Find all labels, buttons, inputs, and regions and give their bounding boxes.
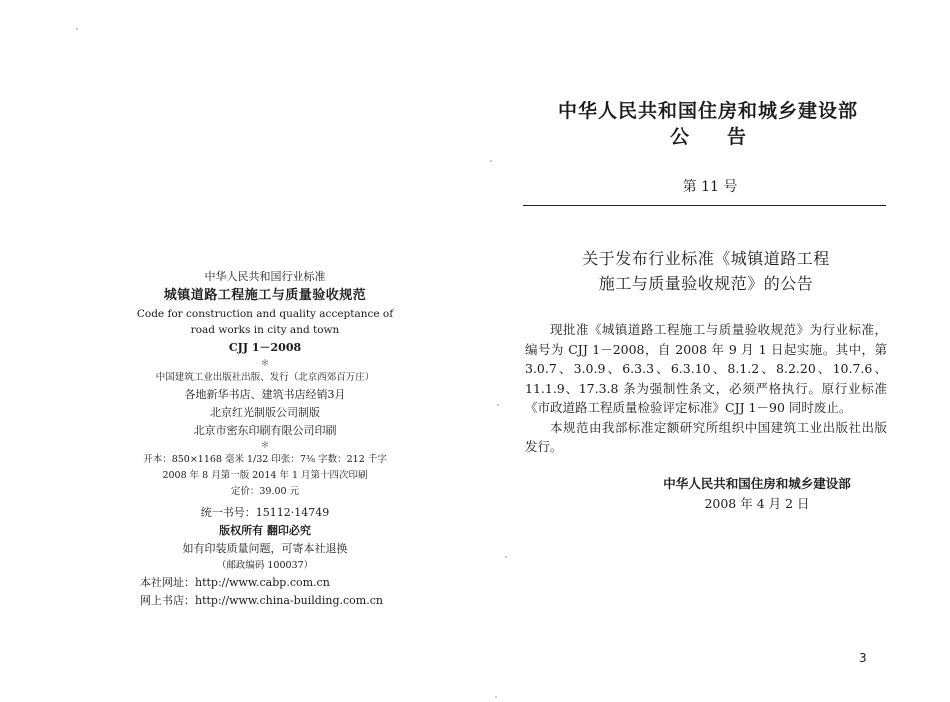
price-line: 定价：39.00 元 xyxy=(230,486,300,497)
typesetter-line: 北京红光制版公司制版 xyxy=(210,406,320,419)
isbn-line: 统一书号：15112·14749 xyxy=(200,506,330,519)
online-bookstore: 网上书店：http://www.china-building.com.cn xyxy=(140,594,383,607)
book-title-cn: 城镇道路工程施工与质量验收规范 xyxy=(163,288,367,303)
signature-organization: 中华人民共和国住房和城乡建设部 xyxy=(663,476,851,491)
standard-type: 中华人民共和国行业标准 xyxy=(204,270,326,283)
announcement-body xyxy=(525,320,887,457)
ministry-heading: 中华人民共和国住房和城乡建设部 xyxy=(558,100,859,122)
notice-number: 第 11 号 xyxy=(682,179,738,195)
signature-block xyxy=(652,474,862,514)
horizontal-rule xyxy=(523,205,886,206)
scan-speck xyxy=(490,160,492,162)
return-note: 如有印装质量问题，可寄本社退换 xyxy=(182,542,348,555)
notice-char-2: 告 xyxy=(727,126,747,148)
body-paragraph-2: 本规范由我部标准定额研究所组织中国建筑工业出版社出版发行。 xyxy=(525,419,887,454)
book-specs: 开本：850×1168 毫米 1/32 印张：7⅜ 字数：212 千字 xyxy=(143,454,387,465)
edition-info: 2008 年 8 月第一版 2014 年 1 月第十四次印刷 xyxy=(162,470,368,481)
book-title-en-line2: road works in city and town xyxy=(190,324,340,336)
signature-date: 2008 年 4 月 2 日 xyxy=(704,496,810,511)
distributor-line: 各地新华书店、建筑书店经销3月 xyxy=(184,388,346,401)
page-number: 3 xyxy=(859,651,867,665)
publisher-line: 中国建筑工业出版社出版、发行（北京西郊百万庄） xyxy=(155,372,375,383)
notice-char-1: 公 xyxy=(669,126,689,148)
scan-speck xyxy=(495,696,497,698)
scan-speck xyxy=(497,404,499,406)
notice-heading xyxy=(628,122,788,149)
separator-star: ＊ xyxy=(260,359,270,369)
announcement-title xyxy=(520,246,892,296)
copyright-notice: 版权所有 翻印必究 xyxy=(219,524,311,537)
book-title-en-line1: Code for construction and quality acceptance of xyxy=(136,308,394,320)
publisher-website: 本社网址：http://www.cabp.com.cn xyxy=(140,576,330,589)
copyright-page xyxy=(130,268,400,610)
postal-code: （邮政编码 100037） xyxy=(216,560,314,571)
scan-speck xyxy=(505,556,507,558)
body-paragraph-1: 现批准《城镇道路工程施工与质量验收规范》为行业标准，编号为 CJJ 1－2008，自 2008 年 9 月 1 日起实施。其中，第 3.0.7、3.0.9、6.3.3、6.3.10、8.1.2、8.2.20、10.7.6、11.1.9、17.3.8 条为强制性条文，必须严格执行。原行业标准《市政道路工程质量检验评定标准》CJJ 1－90 同时废止。 xyxy=(525,322,887,415)
printer-line: 北京市密东印刷有限公司印刷 xyxy=(193,424,337,437)
announcement-title-line1: 关于发布行业标准《城镇道路工程 xyxy=(582,249,830,268)
standard-code: CJJ 1－2008 xyxy=(228,341,302,354)
scan-speck xyxy=(76,28,78,30)
announcement-title-line2: 施工与质量验收规范》的公告 xyxy=(598,274,814,293)
separator-star-2: ＊ xyxy=(260,441,270,451)
